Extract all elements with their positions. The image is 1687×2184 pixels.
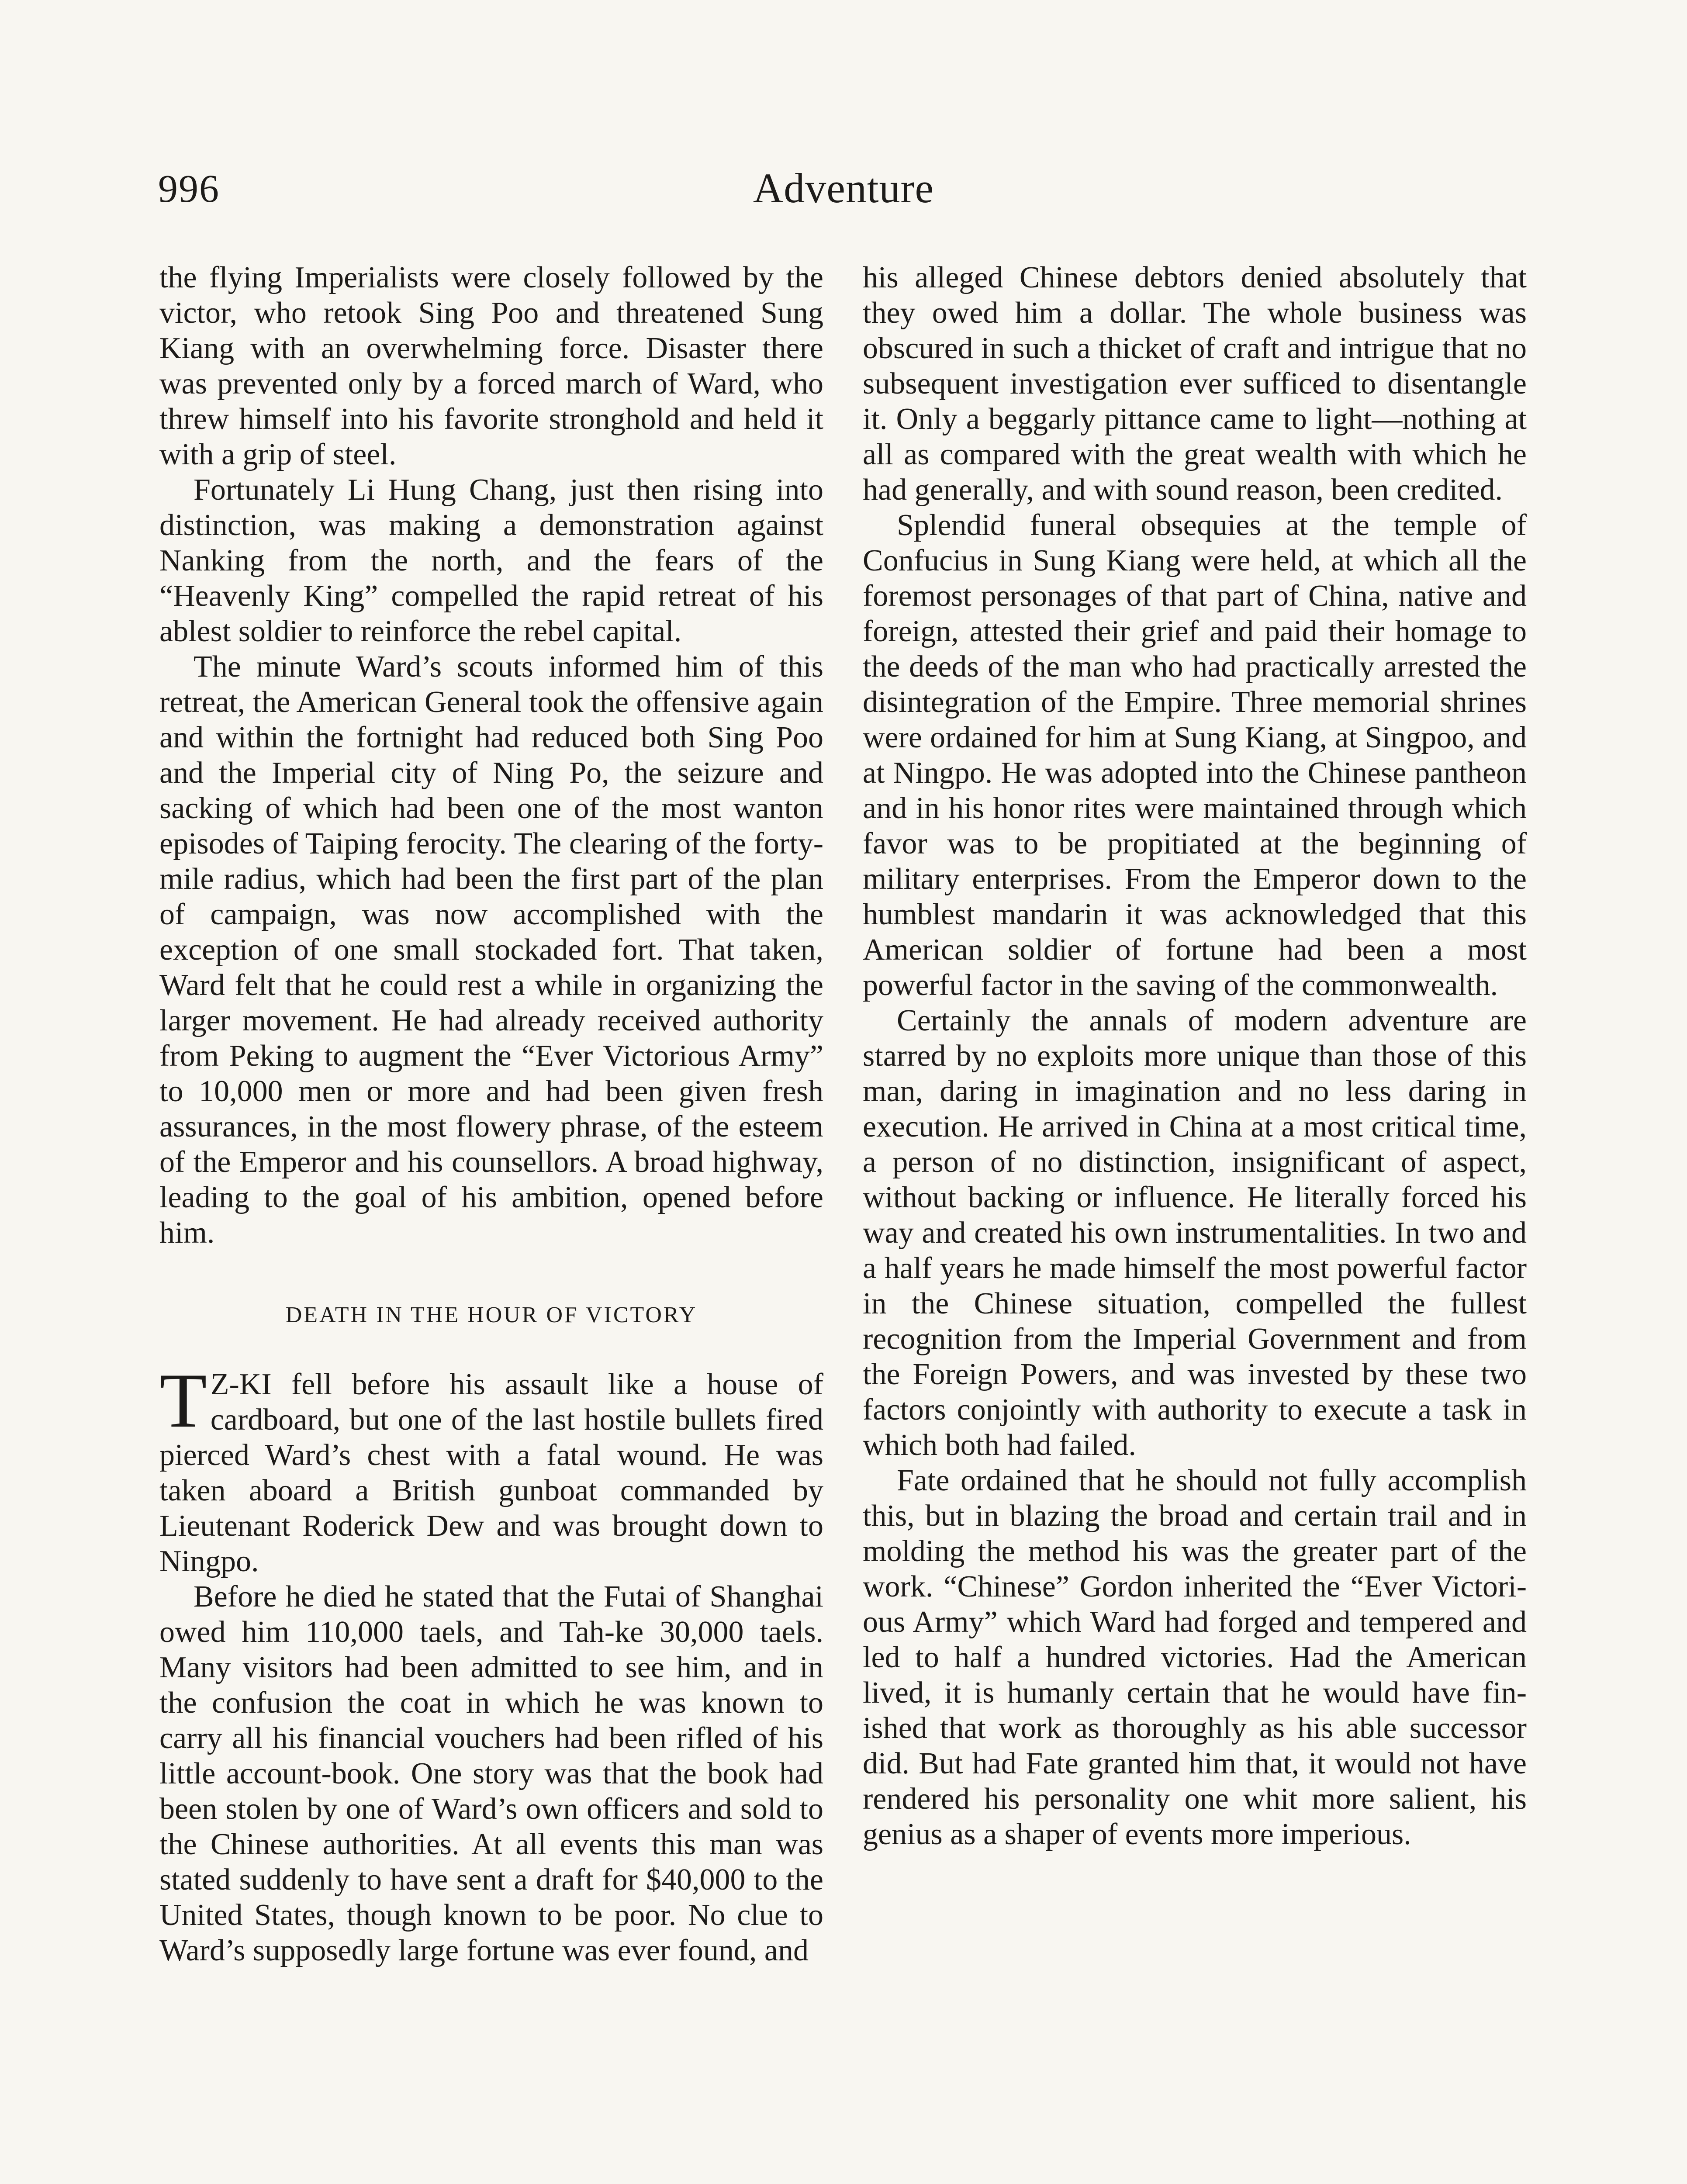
paragraph: Before he died he stated that the Futai of Shanghai owed him 110,000 taels, and Tah-ke 30,000 taels. Many visitors had been admitted to see him, and in the confusion the coat in which he was known to carry all his financial vouchers had been rifled of his little account-book. One story was that the book had been stolen by one of Ward’s own officers and sold to the Chinese authorities. At all events this man was stated suddenly to have sent a draft for $40,000 to the United States, though known to be poor. No clue to Ward’s supposedly large fortune was ever found, and bbox=[159, 1580, 823, 1967]
lead-paragraph bbox=[159, 1357, 823, 1579]
paragraph: the flying Imperialists were closely followed by the victor, who retook Sing Poo and threatened Sung Kiang with an overwhelming force. Disaster there was prevented only by a forced march of Ward, who threw himself into his favorite stronghold and held it with a grip of steel. bbox=[159, 261, 823, 471]
paragraph: Fate ordained that he should not fully accomplish this, but in blazing the broad and certain trail and in molding the method his was the greater part of the work. “Chinese” Gordon inherited the “Ever Victorious Army” which Ward had forged and tempered and led to half a hundred victories. Had the American lived, it is humanly certain that he would have finished that work as thoroughly as his able successor did. But had Fate granted him that, it would not have rendered his personality one whit more salient, his genius as a shaper of events more imperious. bbox=[863, 1464, 1527, 1851]
paragraph: The minute Ward’s scouts informed him of this retreat, the American General took the offensive again and within the fortnight had reduced both Sing Poo and the Imperial city of Ning Po, the seizure and sacking of which had been one of the most wanton episodes of Taiping ferocity. The clearing of the forty-mile radius, which had been the first part of the plan of campaign, was now accomplished with the exception of one small stockaded fort. That taken, Ward felt that he could rest a while in organizing the larger movement. He had already received authority from Peking to augment the “Ever Victorious Army” to 10,000 men or more and had been given fresh assurances, in the most flowery phrase, of the esteem of the Emperor and his counsellors. A broad highway, leading to the goal of his ambition, opened before him. bbox=[159, 650, 823, 1250]
paragraph: Fortunately Li Hung Chang, just then rising into distinction, was making a demonstration against Nanking from the north, and the fears of the “Heavenly King” compelled the rapid retreat of his ablest soldier to reinforce the rebel capital. bbox=[159, 473, 823, 648]
drop-cap: T bbox=[159, 1357, 207, 1444]
paragraph: Certainly the annals of modern adventure are starred by no exploits more unique than those of this man, daring in imagination and no less daring in execution. He arrived in China at a most critical time, a person of no distinction, insignificant of aspect, without backing or influence. He literally forced his way and created his own instrumentalities. In two and a half years he made himself the most powerful factor in the Chinese situation, compelled the fullest recognition from the Imperial Government and from the Foreign Powers, and was invested by these two factors conjointly with authority to execute a task in which both had failed. bbox=[863, 1004, 1527, 1462]
section-heading: DEATH IN THE HOUR OF VICTORY bbox=[285, 1303, 698, 1327]
lead-paragraph-text: Z-KI fell before his assault like a house of cardboard, but one of the last hostile bullets fired pierced Ward’s chest with a fatal wound. He was taken aboard a British gunboat commanded by Lieutenant Roderick Dew and was brought down to Ningpo. bbox=[159, 1368, 823, 1578]
paragraph: Splendid funeral obsequies at the temple of Confucius in Sung Kiang were held, at which all the foremost personages of that part of China, native and foreign, attested their grief and paid their homage to the deeds of the man who had practically arrested the disintegration of the Empire. Three memorial shrines were ordained for him at Sung Kiang, at Singpoo, and at Ningpo. He was adopted into the Chinese pantheon and in his honor rites were maintained through which favor was to be propitiated at the beginning of military enterprises. From the Emperor down to the humblest mandarin it was acknowledged that this American soldier of fortune had been a most powerful factor in the saving of the commonwealth. bbox=[863, 508, 1527, 1002]
paragraph: his alleged Chinese debtors denied absolutely that they owed him a dollar. The whole business was obscured in such a thicket of craft and intrigue that no subsequent investigation ever sufficed to disentangle it. Only a beggarly pittance came to light—nothing at all as compared with the great wealth with which he had generally, and with sound reason, been credited. bbox=[863, 261, 1527, 507]
running-title: Adventure bbox=[753, 165, 934, 211]
page-number: 996 bbox=[158, 167, 220, 211]
left-column bbox=[159, 260, 823, 1968]
right-column bbox=[863, 260, 1527, 1852]
